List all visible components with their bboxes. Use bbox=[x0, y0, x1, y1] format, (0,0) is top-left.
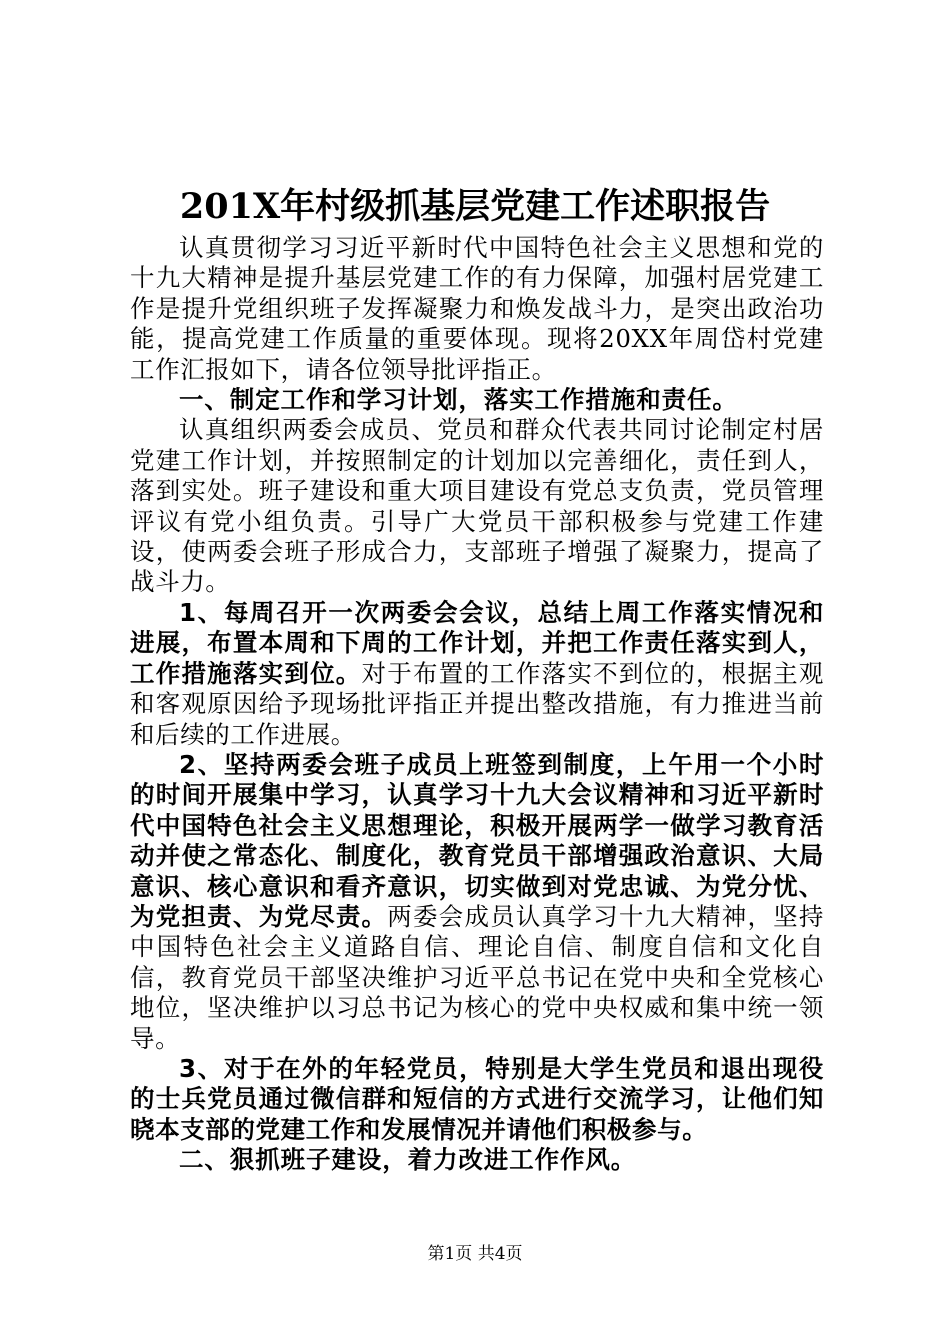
item-2-paragraph bbox=[130, 750, 824, 1054]
item-1-paragraph bbox=[130, 598, 824, 750]
page-footer: 第1页 共4页 bbox=[427, 1244, 523, 1264]
item-1-bold-text: 1、每周召开一次两委会会议，总结上周工作落实情况和进展，布置本周和下周的工作计划，并把工作责任落实到人，工作措施落实到位。 bbox=[130, 597, 824, 688]
intro-paragraph: 认真贯彻学习习近平新时代中国特色社会主义思想和党的十九大精神是提升基层党建工作的有力保障，加强村居党建工作是提升党组织班子发挥凝聚力和焕发战斗力，是突出政治功能，提高党建工作质量的重要体现。现将20XX年周岱村党建工作汇报如下，请各位领导批评指正。 bbox=[130, 233, 824, 384]
item-3-bold-text: 3、对于在外的年轻党员，特别是大学生党员和退出现役的士兵党员通过微信群和短信的方式进行交流学习，让他们知晓本支部的党建工作和发展情况并请他们积极参与。 bbox=[130, 1053, 824, 1144]
item-1-text: 对于布置的工作落实不到位的，根据主观和客观原因给予现场批评指正并提出整改措施，有力推进当前和后续的工作进展。 bbox=[130, 658, 824, 749]
section-heading-1: 一、制定工作和学习计划，落实工作措施和责任。 bbox=[179, 385, 738, 415]
item-3-paragraph bbox=[130, 1054, 824, 1145]
item-2-bold-text: 2、坚持两委会班子成员上班签到制度，上午用一个小时的时间开展集中学习，认真学习十九大会议精神和习近平新时代中国特色社会主义思想理论，积极开展两学一做学习教育活动并使之常态化、制度化，教育党员干部增强政治意识、大局意识、核心意识和看齐意识，切实做到对党忠诚、为党分忧、为党担责、为党尽责。 bbox=[130, 749, 824, 931]
section-1-paragraph: 认真组织两委会成员、党员和群众代表共同讨论制定村居党建工作计划，并按照制定的计划加以完善细化，责任到人，落到实处。班子建设和重大项目建设有党总支负责，党员管理评议有党小组负责。引导广大党员干部积极参与党建工作建设，使两委会班子形成合力，支部班子增强了凝聚力，提高了战斗力。 bbox=[130, 415, 824, 597]
document-body bbox=[130, 233, 824, 1176]
section-heading-2: 二、狠抓班子建设，着力改进工作作风。 bbox=[179, 1145, 637, 1175]
document-title: 201X年村级抓基层党建工作述职报告 bbox=[179, 186, 771, 227]
item-2-text: 两委会成员认真学习十九大精神，坚持中国特色社会主义道路自信、理论自信、制度自信和文化自信，教育党员干部坚决维护习近平总书记在党中央和全党核心地位，坚决维护以习总书记为核心的党中央权威和集中统一领导。 bbox=[130, 901, 825, 1053]
